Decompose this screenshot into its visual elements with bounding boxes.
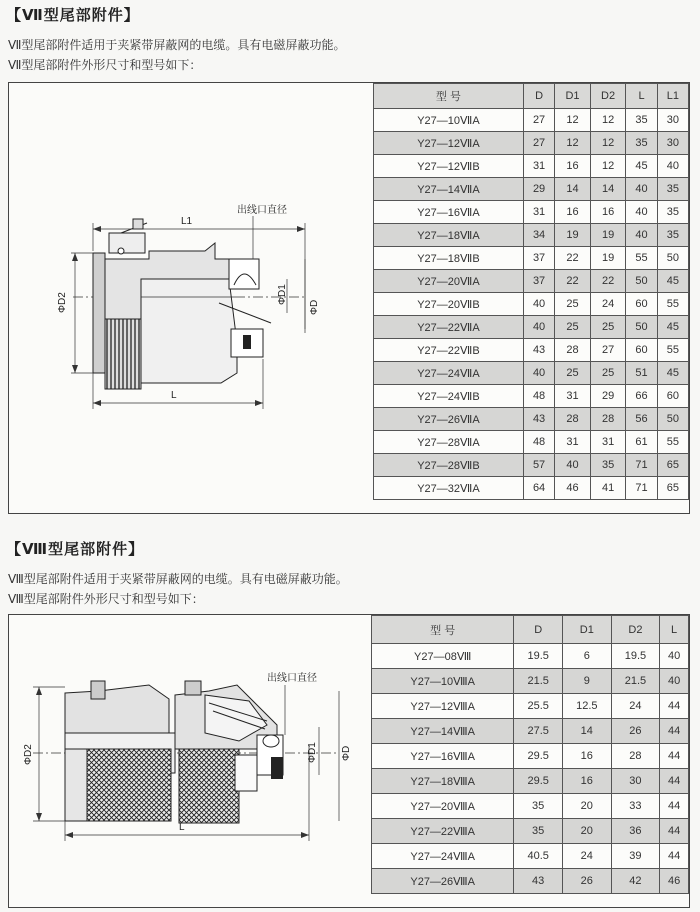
table-cell: 44 xyxy=(660,794,689,819)
table-cell: 25 xyxy=(555,362,591,385)
table-cell: 19 xyxy=(590,247,626,270)
table-cell: 35 xyxy=(657,201,688,224)
table-row xyxy=(374,339,689,362)
table-cell: Y27—12ⅧA xyxy=(372,694,514,719)
section1-spec-table xyxy=(373,83,689,500)
table-row xyxy=(374,293,689,316)
table-cell: 19.5 xyxy=(611,644,660,669)
table-cell: 19 xyxy=(555,224,591,247)
table-cell: Y27—14ⅦA xyxy=(374,178,524,201)
table-cell: 22 xyxy=(590,270,626,293)
table-cell: 25 xyxy=(555,316,591,339)
table-cell: 31 xyxy=(523,201,554,224)
table-cell: 30 xyxy=(611,769,660,794)
table-row xyxy=(374,431,689,454)
table-header-cell: L xyxy=(660,616,689,644)
table-cell: 26 xyxy=(562,869,611,894)
section2-drawing xyxy=(9,615,375,907)
table-cell: 55 xyxy=(657,431,688,454)
table-row xyxy=(372,869,689,894)
table-cell: 45 xyxy=(626,155,657,178)
table-cell: 35 xyxy=(657,224,688,247)
table-cell: 6 xyxy=(562,644,611,669)
table-cell: 50 xyxy=(626,316,657,339)
table-cell: 41 xyxy=(590,477,626,500)
table-cell: 12.5 xyxy=(562,694,611,719)
table-cell: 27 xyxy=(590,339,626,362)
table-cell: Y27—22ⅦA xyxy=(374,316,524,339)
table-cell: 44 xyxy=(660,719,689,744)
table-cell: 14 xyxy=(590,178,626,201)
table-cell: 65 xyxy=(657,477,688,500)
table-cell: Y27—16ⅧA xyxy=(372,744,514,769)
section2-desc1: Ⅷ型尾部附件适用于夹紧带屏蔽网的电缆。具有电磁屏蔽功能。 xyxy=(8,572,348,586)
table-row xyxy=(374,454,689,477)
table-cell: 43 xyxy=(523,339,554,362)
table-header-cell: L1 xyxy=(657,84,688,109)
table-cell: Y27—18ⅧA xyxy=(372,769,514,794)
table-cell: 61 xyxy=(626,431,657,454)
table-cell: 20 xyxy=(562,819,611,844)
table-header-cell: D1 xyxy=(555,84,591,109)
table-cell: Y27—20ⅦA xyxy=(374,270,524,293)
table-cell: 50 xyxy=(657,408,688,431)
table-cell: 25 xyxy=(590,316,626,339)
table-cell: Y27—10ⅧA xyxy=(372,669,514,694)
table-cell: 44 xyxy=(660,844,689,869)
table-header-cell: D xyxy=(514,616,563,644)
table-cell: 16 xyxy=(590,201,626,224)
table-header-cell: D2 xyxy=(590,84,626,109)
section1-drawing xyxy=(9,83,375,513)
table-row xyxy=(372,769,689,794)
table-cell: Y27—08Ⅷ xyxy=(372,644,514,669)
table-cell: Y27—14ⅧA xyxy=(372,719,514,744)
table-row xyxy=(372,819,689,844)
table-cell: 40 xyxy=(523,362,554,385)
table-cell: Y27—28ⅦA xyxy=(374,431,524,454)
table-row xyxy=(372,644,689,669)
table-cell: 46 xyxy=(660,869,689,894)
table-cell: 31 xyxy=(523,155,554,178)
table-cell: 40 xyxy=(660,644,689,669)
table-cell: Y27—12ⅦA xyxy=(374,132,524,155)
table-cell: Y27—24ⅧA xyxy=(372,844,514,869)
table-cell: 56 xyxy=(626,408,657,431)
table-header-cell: D2 xyxy=(611,616,660,644)
table-cell: 12 xyxy=(555,109,591,132)
table-row xyxy=(374,109,689,132)
table-cell: 50 xyxy=(626,270,657,293)
section2-desc2: Ⅷ型尾部附件外形尺寸和型号如下： xyxy=(8,592,204,606)
section1-desc1: Ⅶ型尾部附件适用于夹紧带屏蔽网的电缆。具有电磁屏蔽功能。 xyxy=(8,38,346,52)
table-cell: 44 xyxy=(660,694,689,719)
section1-label-D: ΦD xyxy=(309,299,320,315)
table-cell: Y27—16ⅦA xyxy=(374,201,524,224)
table-cell: 22 xyxy=(555,270,591,293)
table-cell: 45 xyxy=(657,316,688,339)
table-cell: 25 xyxy=(555,293,591,316)
table-cell: 14 xyxy=(555,178,591,201)
table-cell: 29.5 xyxy=(514,769,563,794)
table-header-cell: 型 号 xyxy=(374,84,524,109)
table-cell: 16 xyxy=(555,155,591,178)
table-cell: 27 xyxy=(523,132,554,155)
table-cell: 48 xyxy=(523,385,554,408)
section1-label-D1: ΦD1 xyxy=(277,284,288,305)
table-cell: 35 xyxy=(657,178,688,201)
table-cell: 43 xyxy=(523,408,554,431)
section2-label-L: L xyxy=(179,822,185,833)
table-cell: 40 xyxy=(626,178,657,201)
table-cell: 19.5 xyxy=(514,644,563,669)
table-cell: 60 xyxy=(626,339,657,362)
table-cell: 51 xyxy=(626,362,657,385)
table-cell: 40 xyxy=(660,669,689,694)
table-header-cell: 型 号 xyxy=(372,616,514,644)
table-cell: Y27—22ⅦB xyxy=(374,339,524,362)
section2-frame xyxy=(8,614,690,908)
table-cell: 44 xyxy=(660,819,689,844)
table-cell: 37 xyxy=(523,270,554,293)
table-cell: 60 xyxy=(626,293,657,316)
table-cell: 21.5 xyxy=(611,669,660,694)
table-cell: 35 xyxy=(626,109,657,132)
table-cell: 40 xyxy=(523,293,554,316)
table-cell: 40 xyxy=(626,201,657,224)
table-cell: Y27—26ⅧA xyxy=(372,869,514,894)
section2-label-D: ΦD xyxy=(341,745,352,761)
table-cell: 25.5 xyxy=(514,694,563,719)
table-cell: 28 xyxy=(555,339,591,362)
table-row xyxy=(374,247,689,270)
table-cell: 40 xyxy=(555,454,591,477)
section2-label-outlet: 出线口直径 xyxy=(267,673,317,684)
table-row xyxy=(374,224,689,247)
table-cell: 19 xyxy=(590,224,626,247)
table-cell: 30 xyxy=(657,109,688,132)
table-row xyxy=(372,669,689,694)
table-cell: Y27—22ⅧA xyxy=(372,819,514,844)
table-header-cell: L xyxy=(626,84,657,109)
table-cell: 28 xyxy=(555,408,591,431)
table-row xyxy=(374,270,689,293)
table-cell: 33 xyxy=(611,794,660,819)
table-cell: 71 xyxy=(626,454,657,477)
table-cell: 31 xyxy=(555,385,591,408)
table-cell: 22 xyxy=(555,247,591,270)
table-cell: 45 xyxy=(657,270,688,293)
table-header-cell: D xyxy=(523,84,554,109)
table-cell: Y27—20ⅧA xyxy=(372,794,514,819)
table-cell: 16 xyxy=(562,769,611,794)
table-cell: 40 xyxy=(657,155,688,178)
table-cell: 44 xyxy=(660,744,689,769)
table-cell: 24 xyxy=(590,293,626,316)
table-cell: 27.5 xyxy=(514,719,563,744)
table-cell: 9 xyxy=(562,669,611,694)
table-cell: 26 xyxy=(611,719,660,744)
table-cell: 46 xyxy=(555,477,591,500)
table-cell: 14 xyxy=(562,719,611,744)
table-cell: 42 xyxy=(611,869,660,894)
table-cell: 29 xyxy=(590,385,626,408)
table-row xyxy=(372,794,689,819)
section1-title: 【Ⅶ型尾部附件】 xyxy=(6,6,140,24)
section1-label-L: L xyxy=(171,390,177,401)
table-cell: 71 xyxy=(626,477,657,500)
table-cell: 55 xyxy=(657,293,688,316)
section1-frame xyxy=(8,82,690,514)
table-cell: 55 xyxy=(626,247,657,270)
section2-title: 【Ⅷ型尾部附件】 xyxy=(6,540,145,558)
table-row xyxy=(374,132,689,155)
table-cell: 31 xyxy=(555,431,591,454)
table-cell: Y27—26ⅦA xyxy=(374,408,524,431)
table-cell: 43 xyxy=(514,869,563,894)
table-cell: 40 xyxy=(523,316,554,339)
table-cell: 64 xyxy=(523,477,554,500)
table-cell: 35 xyxy=(514,794,563,819)
table-cell: 55 xyxy=(657,339,688,362)
table-cell: 31 xyxy=(590,431,626,454)
section2-label-D1: ΦD1 xyxy=(307,742,318,763)
table-header-row xyxy=(374,84,689,109)
table-row xyxy=(372,744,689,769)
table-cell: Y27—24ⅦB xyxy=(374,385,524,408)
table-cell: 20 xyxy=(562,794,611,819)
table-cell: 21.5 xyxy=(514,669,563,694)
table-cell: 16 xyxy=(555,201,591,224)
table-row xyxy=(374,408,689,431)
table-cell: 24 xyxy=(562,844,611,869)
table-cell: 16 xyxy=(562,744,611,769)
table-header-cell: D1 xyxy=(562,616,611,644)
table-row xyxy=(372,719,689,744)
table-cell: 28 xyxy=(590,408,626,431)
table-cell: 35 xyxy=(626,132,657,155)
table-cell: 60 xyxy=(657,385,688,408)
table-header-row xyxy=(372,616,689,644)
table-cell: Y27—18ⅦB xyxy=(374,247,524,270)
table-cell: 29 xyxy=(523,178,554,201)
table-cell: 28 xyxy=(611,744,660,769)
table-cell: 30 xyxy=(657,132,688,155)
section1-label-L1: L1 xyxy=(181,216,193,227)
table-row xyxy=(372,844,689,869)
table-cell: 12 xyxy=(555,132,591,155)
table-cell: 66 xyxy=(626,385,657,408)
table-cell: 12 xyxy=(590,132,626,155)
table-cell: Y27—18ⅦA xyxy=(374,224,524,247)
table-cell: 57 xyxy=(523,454,554,477)
table-cell: 40.5 xyxy=(514,844,563,869)
table-cell: 24 xyxy=(611,694,660,719)
table-row xyxy=(374,477,689,500)
table-cell: 34 xyxy=(523,224,554,247)
table-row xyxy=(374,316,689,339)
section2-spec-table xyxy=(371,615,689,894)
table-cell: 44 xyxy=(660,769,689,794)
table-cell: Y27—20ⅦB xyxy=(374,293,524,316)
table-cell: 48 xyxy=(523,431,554,454)
table-row xyxy=(374,178,689,201)
table-cell: Y27—32ⅦA xyxy=(374,477,524,500)
table-row xyxy=(374,155,689,178)
table-cell: 50 xyxy=(657,247,688,270)
table-row xyxy=(374,385,689,408)
section1-label-D2: ΦD2 xyxy=(57,292,68,313)
table-cell: 12 xyxy=(590,109,626,132)
table-cell: Y27—28ⅦB xyxy=(374,454,524,477)
section1-desc2: Ⅶ型尾部附件外形尺寸和型号如下： xyxy=(8,58,202,72)
table-cell: 37 xyxy=(523,247,554,270)
table-cell: 36 xyxy=(611,819,660,844)
table-cell: Y27—12ⅦB xyxy=(374,155,524,178)
table-cell: 29.5 xyxy=(514,744,563,769)
section1-label-outlet: 出线口直径 xyxy=(237,205,287,216)
table-cell: 65 xyxy=(657,454,688,477)
table-row xyxy=(372,694,689,719)
table-cell: Y27—10ⅦA xyxy=(374,109,524,132)
table-cell: 45 xyxy=(657,362,688,385)
table-cell: 39 xyxy=(611,844,660,869)
table-row xyxy=(374,362,689,385)
table-cell: 35 xyxy=(514,819,563,844)
table-cell: 27 xyxy=(523,109,554,132)
table-cell: 35 xyxy=(590,454,626,477)
table-cell: 40 xyxy=(626,224,657,247)
table-row xyxy=(374,201,689,224)
table-cell: Y27—24ⅦA xyxy=(374,362,524,385)
section2-label-D2: ΦD2 xyxy=(23,744,34,765)
table-cell: 12 xyxy=(590,155,626,178)
table-cell: 25 xyxy=(590,362,626,385)
